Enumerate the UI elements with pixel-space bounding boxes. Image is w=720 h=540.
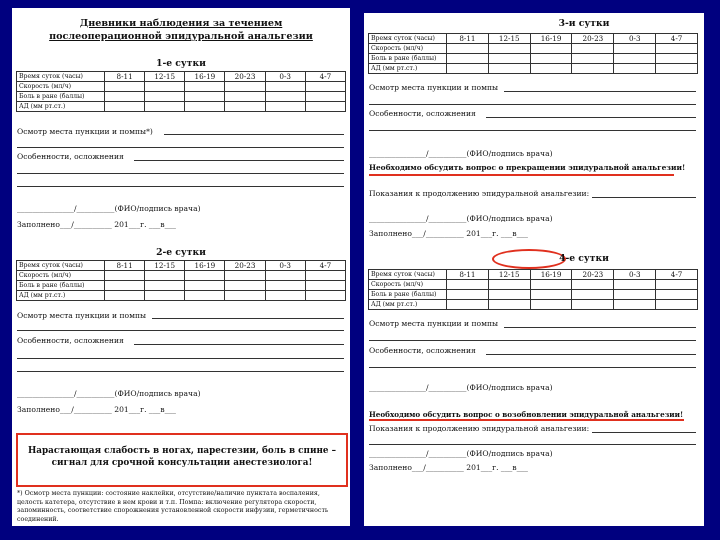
table-row	[369, 54, 698, 64]
entry-cell[interactable]	[614, 290, 656, 300]
filled-date[interactable]: Заполнено___/__________ 201___г. ___в___	[17, 405, 176, 414]
entry-cell[interactable]	[105, 281, 145, 291]
time-cell: 4-7	[305, 72, 345, 82]
entry-cell[interactable]	[530, 54, 572, 64]
filled-date[interactable]: Заполнено___/__________ 201___г. ___в___	[369, 463, 528, 472]
puncture-exam-label: Осмотр места пункции и помпы*)	[17, 127, 153, 136]
time-cell: 0-3	[265, 72, 305, 82]
entry-cell[interactable]	[265, 271, 305, 281]
entry-cell[interactable]	[265, 291, 305, 301]
table-row	[369, 270, 698, 280]
entry-line[interactable]	[17, 186, 344, 187]
entry-cell[interactable]	[265, 281, 305, 291]
complications-label: Особенности, осложнения	[17, 336, 124, 345]
time-cell: 8-11	[105, 261, 145, 271]
table-row	[17, 102, 346, 112]
entry-cell[interactable]	[185, 281, 225, 291]
entry-line[interactable]	[592, 432, 696, 433]
row-label: Боль в ране (баллы)	[17, 281, 105, 291]
entry-cell[interactable]	[185, 102, 225, 112]
table-row	[17, 72, 346, 82]
entry-cell[interactable]	[488, 44, 530, 54]
entry-cell[interactable]	[530, 290, 572, 300]
entry-cell[interactable]	[614, 64, 656, 74]
day-3-heading: 3-и сутки	[558, 18, 610, 29]
entry-cell[interactable]	[447, 300, 489, 310]
entry-cell[interactable]	[447, 280, 489, 290]
entry-cell[interactable]	[656, 54, 698, 64]
entry-cell[interactable]	[305, 92, 345, 102]
day-1-grid	[16, 71, 346, 112]
complications-label: Особенности, осложнения	[17, 152, 124, 161]
entry-line[interactable]	[369, 367, 696, 368]
warning-box	[16, 433, 348, 487]
complications-label: Особенности, осложнения	[369, 346, 476, 355]
row-label: Боль в ране (баллы)	[17, 92, 105, 102]
entry-line[interactable]	[486, 354, 696, 355]
diary-page-left	[12, 8, 350, 526]
entry-cell[interactable]	[614, 280, 656, 290]
entry-cell[interactable]	[530, 280, 572, 290]
entry-cell[interactable]	[305, 82, 345, 92]
entry-cell[interactable]	[488, 290, 530, 300]
table-row	[17, 92, 346, 102]
entry-cell[interactable]	[105, 291, 145, 301]
entry-cell[interactable]	[225, 92, 265, 102]
filled-date[interactable]: Заполнено___/__________ 201___г. ___в___	[17, 220, 176, 229]
entry-line[interactable]	[504, 327, 696, 328]
time-cell: 12-15	[488, 34, 530, 44]
time-cell: 20-23	[572, 270, 614, 280]
entry-cell[interactable]	[145, 291, 185, 301]
table-row	[369, 290, 698, 300]
entry-cell[interactable]	[105, 102, 145, 112]
entry-line[interactable]	[17, 371, 344, 372]
row-label: Время суток (часы)	[17, 72, 105, 82]
row-label: Скорость (мл/ч)	[369, 44, 447, 54]
red-underline	[369, 419, 684, 421]
row-label: АД (мм рт.ст.)	[369, 64, 447, 74]
entry-cell[interactable]	[225, 271, 265, 281]
page-subtitle: послеоперационной эпидуральной анальгезии	[49, 31, 313, 42]
time-cell: 20-23	[225, 261, 265, 271]
time-cell: 0-3	[614, 270, 656, 280]
table-row	[17, 291, 346, 301]
entry-cell[interactable]	[447, 44, 489, 54]
entry-cell[interactable]	[265, 82, 305, 92]
day-2-heading: 2-е сутки	[156, 247, 206, 258]
time-cell: 12-15	[145, 72, 185, 82]
table-row	[369, 300, 698, 310]
discuss-stop-notice: Необходимо обсудить вопрос о прекращении эпидуральной анальгезии!	[369, 163, 686, 172]
entry-cell[interactable]	[656, 44, 698, 54]
indications-label: Показания к продолжению эпидуральной анальгезии:	[369, 424, 590, 433]
entry-line[interactable]	[369, 340, 696, 341]
time-cell: 8-11	[447, 34, 489, 44]
entry-cell[interactable]	[530, 300, 572, 310]
time-cell: 0-3	[614, 34, 656, 44]
entry-cell[interactable]	[572, 280, 614, 290]
entry-line[interactable]	[17, 330, 344, 331]
red-underline	[369, 174, 674, 176]
time-cell: 8-11	[105, 72, 145, 82]
entry-cell[interactable]	[614, 54, 656, 64]
entry-line[interactable]	[592, 197, 696, 198]
table-row	[17, 271, 346, 281]
time-cell: 4-7	[305, 261, 345, 271]
entry-line[interactable]	[17, 147, 344, 148]
entry-cell[interactable]	[305, 271, 345, 281]
page-title: Дневники наблюдения за течением	[79, 18, 283, 29]
entry-cell[interactable]	[488, 54, 530, 64]
entry-cell[interactable]	[305, 291, 345, 301]
entry-cell[interactable]	[530, 64, 572, 74]
entry-cell[interactable]	[530, 44, 572, 54]
time-cell: 16-19	[530, 270, 572, 280]
warning-text-line1: Нарастающая слабость в ногах, парестезии, боль в спине –	[28, 446, 336, 456]
entry-line[interactable]	[17, 358, 344, 359]
entry-line[interactable]	[369, 130, 696, 131]
row-label: Время суток (часы)	[17, 261, 105, 271]
row-label: Боль в ране (баллы)	[369, 54, 447, 64]
signature-line[interactable]: _______________/__________(ФИО/подпись врача)	[369, 149, 553, 158]
table-row	[369, 64, 698, 74]
entry-cell[interactable]	[305, 102, 345, 112]
entry-cell[interactable]	[488, 280, 530, 290]
entry-line[interactable]	[134, 344, 344, 345]
day-4-heading: 4-е сутки	[559, 253, 609, 264]
signature-line[interactable]: _______________/__________(ФИО/подпись врача)	[17, 204, 201, 213]
time-cell: 16-19	[185, 261, 225, 271]
puncture-exam-label: Осмотр места пункции и помпы	[369, 83, 499, 92]
signature-line[interactable]: _______________/__________(ФИО/подпись врача)	[17, 389, 201, 398]
entry-cell[interactable]	[145, 82, 185, 92]
time-cell: 4-7	[656, 34, 698, 44]
entry-cell[interactable]	[185, 291, 225, 301]
entry-cell[interactable]	[572, 290, 614, 300]
entry-cell[interactable]	[265, 102, 305, 112]
filled-date[interactable]: Заполнено___/__________ 201___г. ___в___	[369, 229, 528, 238]
warning-text-line2: сигнал для срочной консультации анестезиолога!	[51, 458, 313, 468]
table-row	[369, 44, 698, 54]
signature-line[interactable]: _______________/__________(ФИО/подпись врача)	[369, 214, 553, 223]
entry-cell[interactable]	[572, 300, 614, 310]
entry-line[interactable]	[17, 173, 344, 174]
entry-cell[interactable]	[225, 102, 265, 112]
entry-cell[interactable]	[572, 64, 614, 74]
entry-cell[interactable]	[488, 300, 530, 310]
entry-cell[interactable]	[656, 64, 698, 74]
diary-page-right	[364, 13, 704, 526]
entry-cell[interactable]	[225, 291, 265, 301]
entry-cell[interactable]	[145, 102, 185, 112]
puncture-exam-label: Осмотр места пункции и помпы	[369, 319, 499, 328]
entry-cell[interactable]	[105, 271, 145, 281]
row-label: Боль в ране (баллы)	[369, 290, 447, 300]
time-cell: 8-11	[447, 270, 489, 280]
table-row	[17, 261, 346, 271]
entry-line[interactable]	[504, 91, 696, 92]
day-4-grid	[368, 269, 698, 310]
entry-cell[interactable]	[305, 281, 345, 291]
entry-line[interactable]	[164, 134, 344, 135]
time-cell: 20-23	[225, 72, 265, 82]
day-2-grid	[16, 260, 346, 301]
row-label: Скорость (мл/ч)	[17, 82, 105, 92]
day-1-heading: 1-е сутки	[156, 58, 206, 69]
entry-cell[interactable]	[145, 271, 185, 281]
entry-cell[interactable]	[185, 92, 225, 102]
footnote: *) Осмотр места пункции: состояние наклейки, отсутствие/наличие пунктата воспаления, целость катетера, отсутствие в нем крови и т.п. Помпа: включение регулятора скорости, запоминность, соответствие спорожнения установленной скорости инфузии, герметичность соединений.	[17, 490, 329, 523]
entry-line[interactable]	[369, 104, 696, 105]
puncture-exam-label: Осмотр места пункции и помпы	[17, 311, 147, 320]
entry-cell[interactable]	[488, 64, 530, 74]
entry-cell[interactable]	[447, 54, 489, 64]
time-cell: 16-19	[530, 34, 572, 44]
entry-cell[interactable]	[614, 300, 656, 310]
table-row	[369, 34, 698, 44]
entry-cell[interactable]	[185, 82, 225, 92]
entry-cell[interactable]	[614, 44, 656, 54]
signature-line[interactable]: _______________/__________(ФИО/подпись врача)	[369, 449, 553, 458]
time-cell: 0-3	[265, 261, 305, 271]
indications-label: Показания к продолжению эпидуральной анальгезии:	[369, 189, 590, 198]
entry-cell[interactable]	[145, 281, 185, 291]
discuss-resume-notice: Необходимо обсудить вопрос о возобновлении эпидуральной анальгезии!	[369, 410, 684, 419]
entry-cell[interactable]	[656, 290, 698, 300]
time-cell: 4-7	[656, 270, 698, 280]
time-cell: 12-15	[488, 270, 530, 280]
entry-cell[interactable]	[145, 92, 185, 102]
row-label: Время суток (часы)	[369, 270, 447, 280]
row-label: АД (мм рт.ст.)	[17, 291, 105, 301]
time-cell: 20-23	[572, 34, 614, 44]
entry-cell[interactable]	[447, 64, 489, 74]
table-row	[369, 280, 698, 290]
entry-line[interactable]	[486, 117, 696, 118]
entry-cell[interactable]	[447, 290, 489, 300]
row-label: АД (мм рт.ст.)	[17, 102, 105, 112]
entry-cell[interactable]	[105, 82, 145, 92]
entry-line[interactable]	[134, 160, 344, 161]
day-3-grid	[368, 33, 698, 74]
table-row	[17, 82, 346, 92]
entry-cell[interactable]	[225, 82, 265, 92]
complications-label: Особенности, осложнения	[369, 109, 476, 118]
row-label: Скорость (мл/ч)	[17, 271, 105, 281]
table-row	[17, 281, 346, 291]
entry-cell[interactable]	[185, 271, 225, 281]
time-cell: 16-19	[185, 72, 225, 82]
entry-cell[interactable]	[265, 92, 305, 102]
entry-line[interactable]	[152, 318, 344, 319]
entry-cell[interactable]	[656, 280, 698, 290]
signature-line[interactable]: _______________/__________(ФИО/подпись врача)	[369, 383, 553, 392]
entry-line[interactable]	[369, 444, 696, 445]
row-label: Время суток (часы)	[369, 34, 447, 44]
time-cell: 12-15	[145, 261, 185, 271]
row-label: АД (мм рт.ст.)	[369, 300, 447, 310]
entry-cell[interactable]	[572, 44, 614, 54]
entry-cell[interactable]	[225, 281, 265, 291]
entry-cell[interactable]	[105, 92, 145, 102]
row-label: Скорость (мл/ч)	[369, 280, 447, 290]
entry-cell[interactable]	[656, 300, 698, 310]
entry-cell[interactable]	[572, 54, 614, 64]
